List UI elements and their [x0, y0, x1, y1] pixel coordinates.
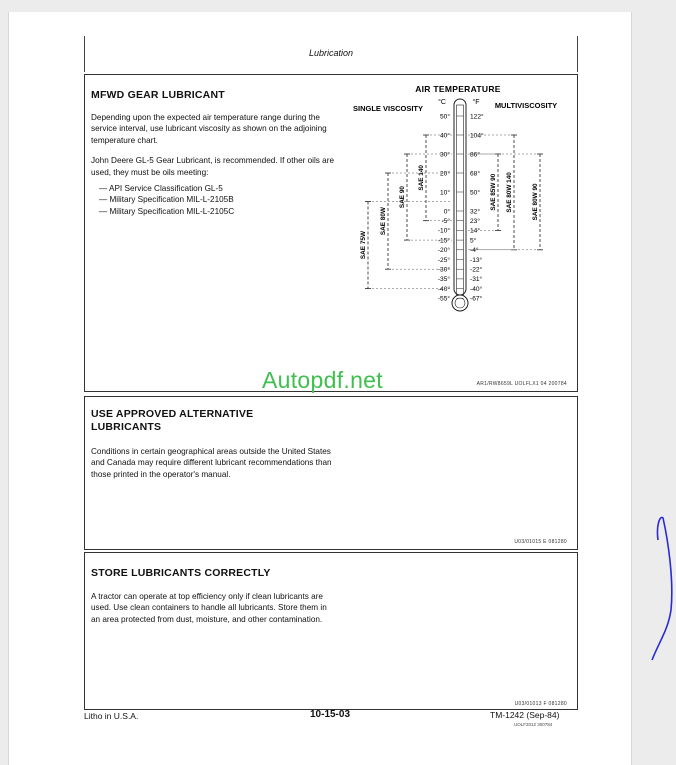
list-item: — API Service Classification GL-5	[99, 184, 223, 194]
fahrenheit-tick-label: 14°	[470, 227, 480, 235]
section-title	[91, 408, 253, 434]
range-label: SAE 140	[418, 165, 426, 191]
temperature-chart	[341, 81, 577, 321]
footer-litho: Litho in U.S.A.	[84, 711, 139, 721]
footer-code: UOLF2012 300784	[514, 722, 553, 727]
chart-title: AIR TEMPERATURE	[415, 84, 501, 94]
fahrenheit-tick-label: -67°	[470, 295, 483, 303]
fahrenheit-tick-label: 104°	[470, 132, 484, 140]
single-viscosity-heading: SINGLE VISCOSITY	[352, 104, 424, 113]
celsius-tick-label: -30°	[437, 266, 450, 274]
thermometer	[452, 99, 468, 311]
thermometer-ticks	[457, 116, 464, 298]
celsius-tick-label: -25°	[437, 256, 450, 264]
fahrenheit-tick-label: 50°	[470, 189, 480, 197]
footer-manual-id: TM-1242 (Sep-84)	[490, 710, 560, 720]
section-title: MFWD GEAR LUBRICANT	[91, 89, 225, 101]
celsius-tick-label: -10°	[437, 227, 450, 235]
celsius-tick-label: 0°	[443, 208, 450, 216]
pen-mark	[646, 510, 674, 666]
fahrenheit-tick-label: 86°	[470, 151, 480, 159]
spec-list	[91, 183, 337, 217]
watermark: Autopdf.net	[262, 367, 383, 393]
section-title: STORE LUBRICANTS CORRECTLY	[91, 567, 271, 579]
fahrenheit-tick-label: -4°	[470, 247, 479, 255]
fahrenheit-tick-label: 23°	[470, 218, 480, 225]
running-header	[84, 36, 578, 72]
running-title: Lubrication	[308, 48, 354, 58]
celsius-tick-label: 20°	[440, 170, 450, 178]
celsius-tick-label: 50°	[440, 113, 450, 121]
celsius-tick-label: 10°	[440, 189, 450, 197]
celsius-tick-label: 30°	[440, 151, 450, 159]
fahrenheit-tick-label: -13°	[470, 256, 483, 264]
fahrenheit-tick-label: -22°	[470, 266, 483, 274]
footer-page-number: 10-15-03	[309, 709, 351, 720]
list-item: — Military Specification MIL-L-2105C	[99, 206, 235, 216]
list-item: — Military Specification MIL-L-2105B	[99, 195, 234, 205]
fahrenheit-tick-label: 32°	[470, 208, 480, 216]
multiviscosity-heading: MULTIVISCOSITY	[494, 101, 558, 110]
fahrenheit-tick-label: 5°	[470, 237, 477, 245]
celsius-tick-label: -55°	[437, 295, 450, 303]
section-approved-alternative-lubricants	[84, 396, 578, 550]
section-store-lubricants	[84, 552, 578, 710]
celsius-tick-label: -35°	[437, 276, 450, 284]
fahrenheit-unit: °F	[472, 99, 480, 106]
reference-code: AR1/RW8659L UOLFLX1 04 200784	[476, 381, 567, 387]
range-label: SAE 85W 90	[490, 173, 498, 211]
range-label: SAE 80W 90	[532, 183, 540, 221]
section-title-line: LUBRICANTS	[91, 421, 162, 433]
reference-code: U03/01013 F 081280	[514, 701, 567, 707]
fahrenheit-tick-label: -40°	[470, 285, 483, 293]
section-title-line: USE APPROVED ALTERNATIVE	[91, 408, 254, 420]
section-mfwd-gear-lubricant	[84, 74, 578, 392]
fahrenheit-tick-label: -31°	[470, 276, 483, 284]
fahrenheit-scale	[470, 112, 484, 302]
section-body	[91, 112, 337, 217]
range-label: SAE 80W 140	[506, 172, 514, 213]
range-label: SAE 75W	[360, 231, 368, 260]
fahrenheit-tick-label: 122°	[470, 113, 484, 121]
celsius-tick-label: -40°	[437, 285, 450, 293]
fahrenheit-tick-label: 68°	[470, 170, 480, 178]
celsius-unit: °C	[438, 99, 446, 106]
section-body: Conditions in certain geographical areas outside the United States and Canada may require different lubricant recommendations than those printed in the operator's manual.	[91, 447, 332, 479]
paragraph: Depending upon the expected air temperature range during the service interval, use lubricant viscosity as shown on the adjoining temperature chart.	[91, 113, 327, 145]
celsius-tick-label: -20°	[437, 247, 450, 255]
celsius-tick-label: -5°	[441, 218, 450, 225]
paragraph: John Deere GL-5 Gear Lubricant, is recommended. If other oils are used, they must be oils meeting:	[91, 156, 335, 177]
celsius-tick-label: -15°	[437, 237, 450, 245]
reference-code: U03/01015 E 081280	[514, 539, 567, 545]
range-label: SAE 80W	[380, 207, 388, 236]
celsius-scale	[438, 112, 451, 302]
range-label: SAE 90	[399, 186, 407, 209]
celsius-tick-label: 40°	[440, 132, 450, 140]
section-body: A tractor can operate at top efficiency only if clean lubricants are used. Use clean containers to handle all lubricants. Store them in an area protected from dust, moisture, and other contamination.	[91, 592, 327, 624]
